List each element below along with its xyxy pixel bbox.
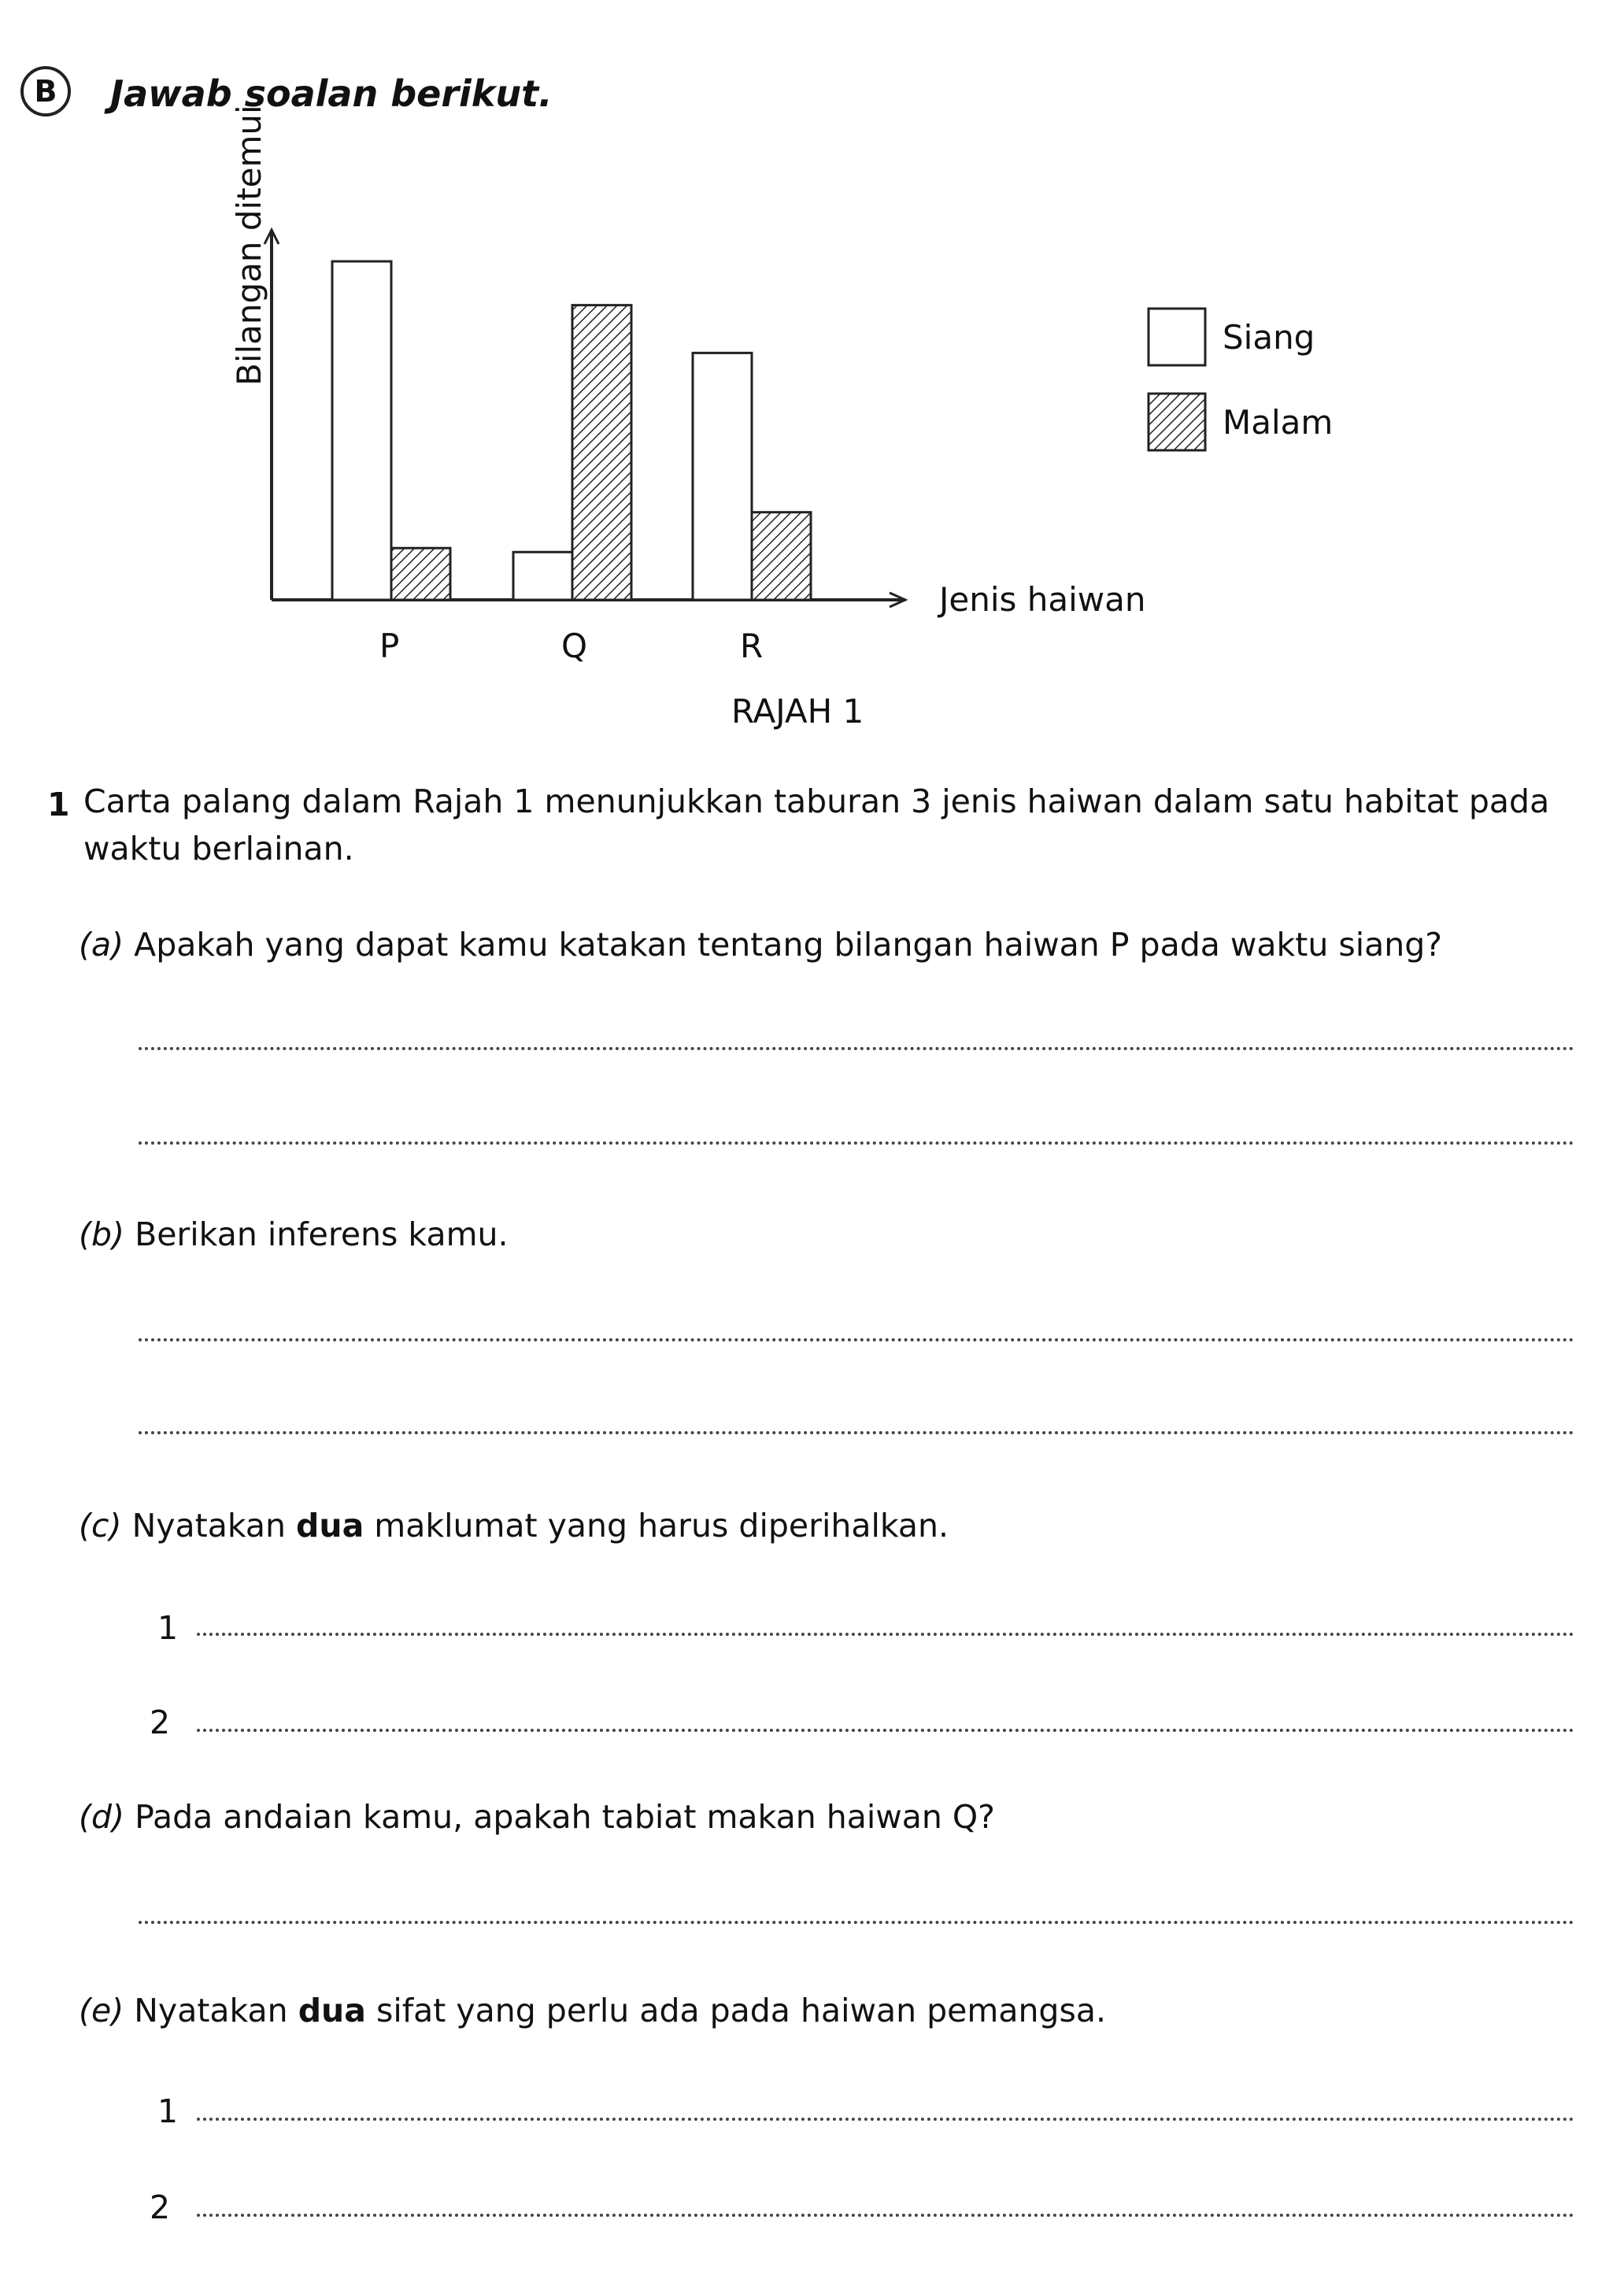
- part-e-label: (e): [79, 1992, 124, 2029]
- bar-p-siang: [332, 261, 391, 600]
- part-c-label: (c): [79, 1507, 122, 1545]
- part-e-text-after: sifat yang perlu ada pada haiwan pemangsa.: [365, 1992, 1106, 2029]
- bar-r-malam: [752, 512, 811, 600]
- part-a-text: Apakah yang dapat kamu katakan tentang bilangan haiwan P pada waktu siang?: [134, 926, 1443, 964]
- legend-label-siang: Siang: [1223, 318, 1315, 357]
- question-intro: Carta palang dalam Rajah 1 menunjukkan taburan 3 jenis haiwan dalam satu habitat pada waktu berlainan.: [83, 782, 1550, 868]
- answer-line-e2[interactable]: [197, 2214, 1574, 2217]
- part-e-text-before: Nyatakan: [134, 1992, 298, 2029]
- part-b-question: [79, 1215, 509, 1253]
- answer-line-a1[interactable]: [139, 1047, 1574, 1050]
- legend-swatch-siang: [1149, 309, 1205, 365]
- part-b-label: (b): [79, 1215, 125, 1253]
- part-c-item-2-number: 2: [150, 1704, 171, 1741]
- x-tick-label-r: R: [740, 627, 764, 665]
- answer-line-b2[interactable]: [139, 1431, 1574, 1434]
- part-b-text: Berikan inferens kamu.: [135, 1215, 509, 1253]
- section-title: Jawab soalan berikut.: [110, 72, 553, 115]
- legend-swatch-malam: [1149, 394, 1205, 450]
- part-e-bold: dua: [298, 1992, 366, 2029]
- x-tick-label-q: Q: [561, 627, 588, 665]
- part-e-item-1-number: 1: [157, 2092, 179, 2130]
- answer-line-c1[interactable]: [197, 1633, 1574, 1636]
- bar-q-malam: [572, 305, 631, 600]
- legend-label-malam: Malam: [1223, 403, 1334, 442]
- question-number: 1: [47, 786, 70, 823]
- part-c-bold: dua: [296, 1507, 364, 1545]
- part-c-text-after: maklumat yang harus diperihalkan.: [364, 1507, 949, 1545]
- part-c-item-1-number: 1: [157, 1609, 179, 1647]
- answer-line-e1[interactable]: [197, 2118, 1574, 2121]
- part-c-question: [79, 1507, 949, 1545]
- part-d-question: [79, 1798, 995, 1836]
- x-tick-label-p: P: [379, 627, 400, 665]
- part-d-label: (d): [79, 1798, 125, 1836]
- bar-r-siang: [693, 353, 752, 600]
- bar-p-malam: [391, 548, 450, 600]
- part-a-question: [79, 926, 1443, 964]
- part-e-question: [79, 1992, 1106, 2029]
- part-d-text: Pada andaian kamu, apakah tabiat makan haiwan Q?: [135, 1798, 995, 1836]
- section-badge: B: [20, 66, 71, 117]
- part-e-item-2-number: 2: [150, 2188, 171, 2226]
- answer-line-a2[interactable]: [139, 1141, 1574, 1145]
- answer-line-c2[interactable]: [197, 1729, 1574, 1732]
- answer-line-b1[interactable]: [139, 1338, 1574, 1341]
- part-a-label: (a): [79, 926, 124, 964]
- figure-caption: RAJAH 1: [731, 692, 864, 731]
- x-axis-label: Jenis haiwan: [939, 580, 1146, 619]
- part-c-text-before: Nyatakan: [131, 1507, 297, 1545]
- y-axis-label: Bilangan ditemui: [230, 105, 268, 386]
- answer-line-d1[interactable]: [139, 1921, 1574, 1924]
- bar-q-siang: [513, 552, 572, 600]
